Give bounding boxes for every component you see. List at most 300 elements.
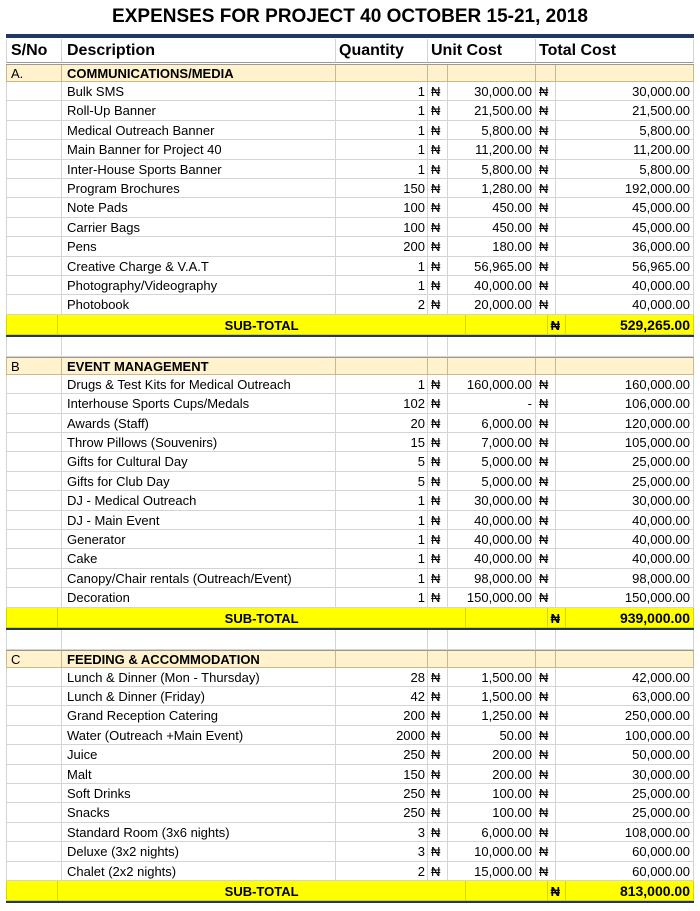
unit-cost-cell[interactable]: 1,500.00 bbox=[448, 668, 536, 687]
description-cell[interactable]: Snacks bbox=[62, 803, 336, 822]
quantity-cell[interactable]: 102 bbox=[336, 394, 428, 413]
description-cell[interactable]: Water (Outreach +Main Event) bbox=[62, 726, 336, 745]
description-cell[interactable]: Creative Charge & V.A.T bbox=[62, 257, 336, 276]
total-cost-cell[interactable]: 5,800.00 bbox=[556, 160, 694, 179]
table-row bbox=[6, 765, 694, 784]
table-row bbox=[6, 823, 694, 842]
unit-cost-cell[interactable]: 7,000.00 bbox=[448, 433, 536, 452]
empty-cell[interactable] bbox=[6, 608, 58, 628]
total-cost-cell[interactable]: 105,000.00 bbox=[556, 433, 694, 452]
sno-cell[interactable] bbox=[6, 549, 62, 568]
naira-symbol: ₦ bbox=[536, 511, 556, 530]
naira-symbol: ₦ bbox=[536, 160, 556, 179]
naira-symbol: ₦ bbox=[536, 276, 556, 295]
sno-cell[interactable] bbox=[6, 140, 62, 159]
empty-cell[interactable] bbox=[556, 651, 694, 668]
empty-cell[interactable] bbox=[6, 630, 62, 650]
naira-symbol: ₦ bbox=[428, 375, 448, 394]
sno-cell[interactable] bbox=[6, 394, 62, 413]
empty-cell[interactable] bbox=[62, 337, 336, 357]
quantity-cell[interactable]: 5 bbox=[336, 472, 428, 491]
total-cost-cell[interactable]: 40,000.00 bbox=[556, 295, 694, 314]
description-cell[interactable]: DJ - Medical Outreach bbox=[62, 491, 336, 510]
table-row bbox=[6, 375, 694, 394]
sno-cell[interactable] bbox=[6, 706, 62, 725]
empty-cell[interactable] bbox=[466, 608, 548, 628]
empty-cell[interactable] bbox=[428, 651, 448, 668]
description-cell[interactable]: Photobook bbox=[62, 295, 336, 314]
empty-cell[interactable] bbox=[536, 65, 556, 82]
empty-cell[interactable] bbox=[6, 881, 58, 901]
naira-symbol: ₦ bbox=[536, 394, 556, 413]
table-row bbox=[6, 862, 694, 881]
description-cell[interactable]: Juice bbox=[62, 745, 336, 764]
total-cost-cell[interactable]: 30,000.00 bbox=[556, 491, 694, 510]
empty-cell[interactable] bbox=[428, 337, 448, 357]
unit-cost-cell[interactable]: 200.00 bbox=[448, 765, 536, 784]
section-name[interactable]: EVENT MANAGEMENT bbox=[62, 358, 336, 375]
empty-cell[interactable] bbox=[556, 630, 694, 650]
sno-cell[interactable] bbox=[6, 121, 62, 140]
description-cell[interactable]: Lunch & Dinner (Mon - Thursday) bbox=[62, 668, 336, 687]
quantity-cell[interactable]: 100 bbox=[336, 218, 428, 237]
description-cell[interactable]: Medical Outreach Banner bbox=[62, 121, 336, 140]
description-cell[interactable]: Decoration bbox=[62, 588, 336, 607]
description-cell[interactable]: Photography/Videography bbox=[62, 276, 336, 295]
spacer-row bbox=[6, 630, 694, 650]
quantity-cell[interactable]: 1 bbox=[336, 530, 428, 549]
column-header-sno[interactable]: S/No bbox=[6, 39, 62, 63]
subtotal-label[interactable]: SUB-TOTAL bbox=[58, 608, 466, 628]
naira-symbol: ₦ bbox=[548, 881, 567, 901]
sno-cell[interactable] bbox=[6, 276, 62, 295]
naira-symbol: ₦ bbox=[536, 726, 556, 745]
unit-cost-cell[interactable]: 450.00 bbox=[448, 198, 536, 217]
quantity-cell[interactable]: 150 bbox=[336, 179, 428, 198]
empty-cell[interactable] bbox=[448, 337, 536, 357]
naira-symbol: ₦ bbox=[428, 295, 448, 314]
section-name[interactable]: FEEDING & ACCOMMODATION bbox=[62, 651, 336, 668]
quantity-cell[interactable]: 5 bbox=[336, 452, 428, 471]
empty-cell[interactable] bbox=[536, 651, 556, 668]
naira-symbol: ₦ bbox=[428, 276, 448, 295]
section-header-row bbox=[6, 650, 694, 668]
naira-symbol: ₦ bbox=[428, 394, 448, 413]
subtotal-value[interactable]: 939,000.00 bbox=[566, 608, 694, 628]
description-cell[interactable]: Throw Pillows (Souvenirs) bbox=[62, 433, 336, 452]
total-cost-cell[interactable]: 56,965.00 bbox=[556, 257, 694, 276]
quantity-cell[interactable]: 1 bbox=[336, 257, 428, 276]
naira-symbol: ₦ bbox=[428, 588, 448, 607]
description-cell[interactable]: Interhouse Sports Cups/Medals bbox=[62, 394, 336, 413]
total-cost-cell[interactable]: 192,000.00 bbox=[556, 179, 694, 198]
total-cost-cell[interactable]: 25,000.00 bbox=[556, 784, 694, 803]
empty-cell[interactable] bbox=[448, 651, 536, 668]
unit-cost-cell[interactable]: 450.00 bbox=[448, 218, 536, 237]
sno-cell[interactable] bbox=[6, 687, 62, 706]
empty-cell[interactable] bbox=[556, 358, 694, 375]
sno-cell[interactable] bbox=[6, 198, 62, 217]
quantity-cell[interactable]: 1 bbox=[336, 375, 428, 394]
sno-cell[interactable] bbox=[6, 160, 62, 179]
quantity-cell[interactable]: 250 bbox=[336, 803, 428, 822]
sno-cell[interactable] bbox=[6, 530, 62, 549]
sno-cell[interactable] bbox=[6, 82, 62, 101]
total-cost-cell[interactable]: 40,000.00 bbox=[556, 530, 694, 549]
unit-cost-cell[interactable]: 5,000.00 bbox=[448, 472, 536, 491]
sno-cell[interactable] bbox=[6, 218, 62, 237]
empty-cell[interactable] bbox=[336, 630, 428, 650]
total-cost-cell[interactable]: 60,000.00 bbox=[556, 842, 694, 861]
naira-symbol: ₦ bbox=[428, 257, 448, 276]
quantity-cell[interactable]: 3 bbox=[336, 842, 428, 861]
section-header-row bbox=[6, 64, 694, 82]
total-cost-cell[interactable]: 40,000.00 bbox=[556, 511, 694, 530]
naira-symbol: ₦ bbox=[536, 530, 556, 549]
table-row bbox=[6, 198, 694, 217]
naira-symbol: ₦ bbox=[548, 608, 567, 628]
quantity-cell[interactable]: 1 bbox=[336, 588, 428, 607]
sno-cell[interactable] bbox=[6, 726, 62, 745]
sno-cell[interactable] bbox=[6, 588, 62, 607]
table-row bbox=[6, 530, 694, 549]
table-row bbox=[6, 276, 694, 295]
naira-symbol: ₦ bbox=[536, 452, 556, 471]
quantity-cell[interactable]: 200 bbox=[336, 706, 428, 725]
empty-cell[interactable] bbox=[536, 358, 556, 375]
description-cell[interactable]: Main Banner for Project 40 bbox=[62, 140, 336, 159]
empty-cell[interactable] bbox=[466, 315, 548, 335]
sno-cell[interactable] bbox=[6, 237, 62, 256]
empty-cell[interactable] bbox=[428, 65, 448, 82]
sno-cell[interactable] bbox=[6, 803, 62, 822]
description-cell[interactable]: Soft Drinks bbox=[62, 784, 336, 803]
section-header-row bbox=[6, 357, 694, 375]
empty-cell[interactable] bbox=[556, 337, 694, 357]
total-cost-cell[interactable]: 150,000.00 bbox=[556, 588, 694, 607]
quantity-cell[interactable]: 200 bbox=[336, 237, 428, 256]
sno-cell[interactable] bbox=[6, 569, 62, 588]
unit-cost-cell[interactable]: 30,000.00 bbox=[448, 491, 536, 510]
subtotal-value[interactable]: 813,000.00 bbox=[566, 881, 694, 901]
section-code[interactable]: B bbox=[6, 358, 62, 375]
quantity-cell[interactable]: 250 bbox=[336, 784, 428, 803]
sno-cell[interactable] bbox=[6, 862, 62, 881]
quantity-cell[interactable]: 1 bbox=[336, 140, 428, 159]
naira-symbol: ₦ bbox=[536, 121, 556, 140]
table-row bbox=[6, 121, 694, 140]
naira-symbol: ₦ bbox=[428, 862, 448, 881]
naira-symbol: ₦ bbox=[428, 82, 448, 101]
unit-cost-cell[interactable]: 21,500.00 bbox=[448, 101, 536, 120]
sno-cell[interactable] bbox=[6, 375, 62, 394]
description-cell[interactable]: Malt bbox=[62, 765, 336, 784]
unit-cost-cell[interactable]: 20,000.00 bbox=[448, 295, 536, 314]
section-code[interactable]: C bbox=[6, 651, 62, 668]
sno-cell[interactable] bbox=[6, 784, 62, 803]
empty-cell[interactable] bbox=[6, 315, 58, 335]
naira-symbol: ₦ bbox=[536, 745, 556, 764]
sno-cell[interactable] bbox=[6, 295, 62, 314]
quantity-cell[interactable]: 2 bbox=[336, 295, 428, 314]
empty-cell[interactable] bbox=[336, 358, 428, 375]
empty-cell[interactable] bbox=[428, 630, 448, 650]
naira-symbol: ₦ bbox=[536, 179, 556, 198]
unit-cost-cell[interactable]: 160,000.00 bbox=[448, 375, 536, 394]
quantity-cell[interactable]: 100 bbox=[336, 198, 428, 217]
unit-cost-cell[interactable]: 1,250.00 bbox=[448, 706, 536, 725]
description-cell[interactable]: Drugs & Test Kits for Medical Outreach bbox=[62, 375, 336, 394]
naira-symbol: ₦ bbox=[536, 842, 556, 861]
unit-cost-cell[interactable]: 100.00 bbox=[448, 784, 536, 803]
quantity-cell[interactable]: 1 bbox=[336, 121, 428, 140]
sno-cell[interactable] bbox=[6, 491, 62, 510]
sno-cell[interactable] bbox=[6, 472, 62, 491]
unit-cost-cell[interactable]: 180.00 bbox=[448, 237, 536, 256]
description-cell[interactable]: Inter-House Sports Banner bbox=[62, 160, 336, 179]
naira-symbol: ₦ bbox=[536, 668, 556, 687]
sno-cell[interactable] bbox=[6, 765, 62, 784]
sno-cell[interactable] bbox=[6, 842, 62, 861]
unit-cost-cell[interactable]: 1,280.00 bbox=[448, 179, 536, 198]
description-cell[interactable]: Deluxe (3x2 nights) bbox=[62, 842, 336, 861]
empty-cell[interactable] bbox=[62, 630, 336, 650]
empty-cell[interactable] bbox=[448, 358, 536, 375]
unit-cost-cell[interactable]: - bbox=[448, 394, 536, 413]
table-row bbox=[6, 414, 694, 433]
naira-symbol: ₦ bbox=[536, 803, 556, 822]
total-cost-cell[interactable]: 160,000.00 bbox=[556, 375, 694, 394]
quantity-cell[interactable]: 150 bbox=[336, 765, 428, 784]
sno-cell[interactable] bbox=[6, 823, 62, 842]
total-cost-cell[interactable]: 98,000.00 bbox=[556, 569, 694, 588]
unit-cost-cell[interactable]: 40,000.00 bbox=[448, 549, 536, 568]
quantity-cell[interactable]: 15 bbox=[336, 433, 428, 452]
description-cell[interactable]: Cake bbox=[62, 549, 336, 568]
sno-cell[interactable] bbox=[6, 745, 62, 764]
table-row bbox=[6, 549, 694, 568]
total-cost-cell[interactable]: 100,000.00 bbox=[556, 726, 694, 745]
unit-cost-cell[interactable]: 40,000.00 bbox=[448, 511, 536, 530]
unit-cost-cell[interactable]: 15,000.00 bbox=[448, 862, 536, 881]
total-cost-cell[interactable]: 30,000.00 bbox=[556, 82, 694, 101]
naira-symbol: ₦ bbox=[536, 218, 556, 237]
unit-cost-cell[interactable]: 5,000.00 bbox=[448, 452, 536, 471]
total-cost-cell[interactable]: 11,200.00 bbox=[556, 140, 694, 159]
unit-cost-cell[interactable]: 150,000.00 bbox=[448, 588, 536, 607]
total-cost-cell[interactable]: 40,000.00 bbox=[556, 276, 694, 295]
empty-cell[interactable] bbox=[466, 881, 548, 901]
unit-cost-cell[interactable]: 30,000.00 bbox=[448, 82, 536, 101]
table-row bbox=[6, 82, 694, 101]
total-cost-cell[interactable]: 42,000.00 bbox=[556, 668, 694, 687]
unit-cost-cell[interactable]: 10,000.00 bbox=[448, 842, 536, 861]
naira-symbol: ₦ bbox=[536, 257, 556, 276]
total-cost-cell[interactable]: 45,000.00 bbox=[556, 218, 694, 237]
naira-symbol: ₦ bbox=[428, 511, 448, 530]
sheet-title: EXPENSES FOR PROJECT 40 OCTOBER 15-21, 2018 bbox=[112, 6, 588, 27]
total-cost-cell[interactable]: 30,000.00 bbox=[556, 765, 694, 784]
total-cost-cell[interactable]: 63,000.00 bbox=[556, 687, 694, 706]
total-cost-cell[interactable]: 50,000.00 bbox=[556, 745, 694, 764]
naira-symbol: ₦ bbox=[536, 414, 556, 433]
naira-symbol: ₦ bbox=[428, 745, 448, 764]
sno-cell[interactable] bbox=[6, 511, 62, 530]
column-header-description[interactable]: Description bbox=[62, 39, 336, 63]
description-cell[interactable]: Generator bbox=[62, 530, 336, 549]
spacer-row bbox=[6, 337, 694, 357]
sno-cell[interactable] bbox=[6, 179, 62, 198]
quantity-cell[interactable]: 20 bbox=[336, 414, 428, 433]
naira-symbol: ₦ bbox=[428, 784, 448, 803]
description-cell[interactable]: Gifts for Cultural Day bbox=[62, 452, 336, 471]
quantity-cell[interactable]: 3 bbox=[336, 823, 428, 842]
column-header-total-cost[interactable]: Total Cost bbox=[536, 39, 694, 63]
quantity-cell[interactable]: 28 bbox=[336, 668, 428, 687]
total-cost-cell[interactable]: 25,000.00 bbox=[556, 472, 694, 491]
table-row bbox=[6, 726, 694, 745]
total-cost-cell[interactable]: 120,000.00 bbox=[556, 414, 694, 433]
unit-cost-cell[interactable]: 11,200.00 bbox=[448, 140, 536, 159]
quantity-cell[interactable]: 1 bbox=[336, 491, 428, 510]
description-cell[interactable]: Carrier Bags bbox=[62, 218, 336, 237]
table-row bbox=[6, 491, 694, 510]
description-cell[interactable]: Canopy/Chair rentals (Outreach/Event) bbox=[62, 569, 336, 588]
description-cell[interactable]: DJ - Main Event bbox=[62, 511, 336, 530]
description-cell[interactable]: Roll-Up Banner bbox=[62, 101, 336, 120]
naira-symbol: ₦ bbox=[428, 179, 448, 198]
table-row bbox=[6, 295, 694, 314]
naira-symbol: ₦ bbox=[536, 198, 556, 217]
empty-cell[interactable] bbox=[536, 337, 556, 357]
total-cost-cell[interactable]: 108,000.00 bbox=[556, 823, 694, 842]
sno-cell[interactable] bbox=[6, 433, 62, 452]
description-cell[interactable]: Awards (Staff) bbox=[62, 414, 336, 433]
subtotal-label[interactable]: SUB-TOTAL bbox=[58, 315, 466, 335]
naira-symbol: ₦ bbox=[536, 237, 556, 256]
column-header-unit-cost[interactable]: Unit Cost bbox=[428, 39, 536, 63]
description-cell[interactable]: Program Brochures bbox=[62, 179, 336, 198]
naira-symbol: ₦ bbox=[428, 803, 448, 822]
quantity-cell[interactable]: 1 bbox=[336, 569, 428, 588]
naira-symbol: ₦ bbox=[536, 823, 556, 842]
empty-cell[interactable] bbox=[448, 65, 536, 82]
empty-cell[interactable] bbox=[336, 65, 428, 82]
total-cost-cell[interactable]: 250,000.00 bbox=[556, 706, 694, 725]
total-cost-cell[interactable]: 25,000.00 bbox=[556, 452, 694, 471]
unit-cost-cell[interactable]: 40,000.00 bbox=[448, 530, 536, 549]
column-header-row bbox=[6, 39, 694, 63]
quantity-cell[interactable]: 250 bbox=[336, 745, 428, 764]
unit-cost-cell[interactable]: 200.00 bbox=[448, 745, 536, 764]
total-cost-cell[interactable]: 60,000.00 bbox=[556, 862, 694, 881]
total-cost-cell[interactable]: 25,000.00 bbox=[556, 803, 694, 822]
table-row bbox=[6, 687, 694, 706]
naira-symbol: ₦ bbox=[428, 140, 448, 159]
sno-cell[interactable] bbox=[6, 101, 62, 120]
sno-cell[interactable] bbox=[6, 668, 62, 687]
quantity-cell[interactable]: 42 bbox=[336, 687, 428, 706]
description-cell[interactable]: Note Pads bbox=[62, 198, 336, 217]
quantity-cell[interactable]: 1 bbox=[336, 101, 428, 120]
unit-cost-cell[interactable]: 50.00 bbox=[448, 726, 536, 745]
description-cell[interactable]: Pens bbox=[62, 237, 336, 256]
unit-cost-cell[interactable]: 6,000.00 bbox=[448, 823, 536, 842]
subtotal-row bbox=[6, 315, 694, 337]
sno-cell[interactable] bbox=[6, 414, 62, 433]
empty-cell[interactable] bbox=[536, 630, 556, 650]
section-name[interactable]: COMMUNICATIONS/MEDIA bbox=[62, 65, 336, 82]
empty-cell[interactable] bbox=[448, 630, 536, 650]
naira-symbol: ₦ bbox=[428, 121, 448, 140]
table-row bbox=[6, 179, 694, 198]
naira-symbol: ₦ bbox=[428, 668, 448, 687]
naira-symbol: ₦ bbox=[548, 315, 567, 335]
unit-cost-cell[interactable]: 5,800.00 bbox=[448, 160, 536, 179]
sno-cell[interactable] bbox=[6, 257, 62, 276]
naira-symbol: ₦ bbox=[536, 765, 556, 784]
table-row bbox=[6, 394, 694, 413]
table-row bbox=[6, 433, 694, 452]
total-cost-cell[interactable]: 45,000.00 bbox=[556, 198, 694, 217]
total-cost-cell[interactable]: 21,500.00 bbox=[556, 101, 694, 120]
unit-cost-cell[interactable]: 40,000.00 bbox=[448, 276, 536, 295]
column-header-quantity[interactable]: Quantity bbox=[336, 39, 428, 63]
quantity-cell[interactable]: 2000 bbox=[336, 726, 428, 745]
quantity-cell[interactable]: 1 bbox=[336, 160, 428, 179]
unit-cost-cell[interactable]: 100.00 bbox=[448, 803, 536, 822]
total-cost-cell[interactable]: 106,000.00 bbox=[556, 394, 694, 413]
description-cell[interactable]: Standard Room (3x6 nights) bbox=[62, 823, 336, 842]
description-cell[interactable]: Lunch & Dinner (Friday) bbox=[62, 687, 336, 706]
empty-cell[interactable] bbox=[6, 337, 62, 357]
description-cell[interactable]: Bulk SMS bbox=[62, 82, 336, 101]
unit-cost-cell[interactable]: 6,000.00 bbox=[448, 414, 536, 433]
table-row bbox=[6, 140, 694, 159]
quantity-cell[interactable]: 1 bbox=[336, 511, 428, 530]
total-cost-cell[interactable]: 36,000.00 bbox=[556, 237, 694, 256]
unit-cost-cell[interactable]: 5,800.00 bbox=[448, 121, 536, 140]
naira-symbol: ₦ bbox=[428, 823, 448, 842]
empty-cell[interactable] bbox=[556, 65, 694, 82]
quantity-cell[interactable]: 1 bbox=[336, 82, 428, 101]
empty-cell[interactable] bbox=[336, 651, 428, 668]
naira-symbol: ₦ bbox=[536, 82, 556, 101]
naira-symbol: ₦ bbox=[428, 569, 448, 588]
table-row bbox=[6, 160, 694, 179]
sno-cell[interactable] bbox=[6, 452, 62, 471]
quantity-cell[interactable]: 1 bbox=[336, 276, 428, 295]
quantity-cell[interactable]: 1 bbox=[336, 549, 428, 568]
unit-cost-cell[interactable]: 1,500.00 bbox=[448, 687, 536, 706]
unit-cost-cell[interactable]: 98,000.00 bbox=[448, 569, 536, 588]
empty-cell[interactable] bbox=[428, 358, 448, 375]
table-row bbox=[6, 452, 694, 471]
subtotal-label[interactable]: SUB-TOTAL bbox=[58, 881, 466, 901]
naira-symbol: ₦ bbox=[428, 198, 448, 217]
description-cell[interactable]: Gifts for Club Day bbox=[62, 472, 336, 491]
unit-cost-cell[interactable]: 56,965.00 bbox=[448, 257, 536, 276]
empty-cell[interactable] bbox=[336, 337, 428, 357]
total-cost-cell[interactable]: 40,000.00 bbox=[556, 549, 694, 568]
total-cost-cell[interactable]: 5,800.00 bbox=[556, 121, 694, 140]
quantity-cell[interactable]: 2 bbox=[336, 862, 428, 881]
description-cell[interactable]: Grand Reception Catering bbox=[62, 706, 336, 725]
naira-symbol: ₦ bbox=[428, 706, 448, 725]
subtotal-value[interactable]: 529,265.00 bbox=[566, 315, 694, 335]
description-cell[interactable]: Chalet (2x2 nights) bbox=[62, 862, 336, 881]
section-code[interactable]: A. bbox=[6, 65, 62, 82]
